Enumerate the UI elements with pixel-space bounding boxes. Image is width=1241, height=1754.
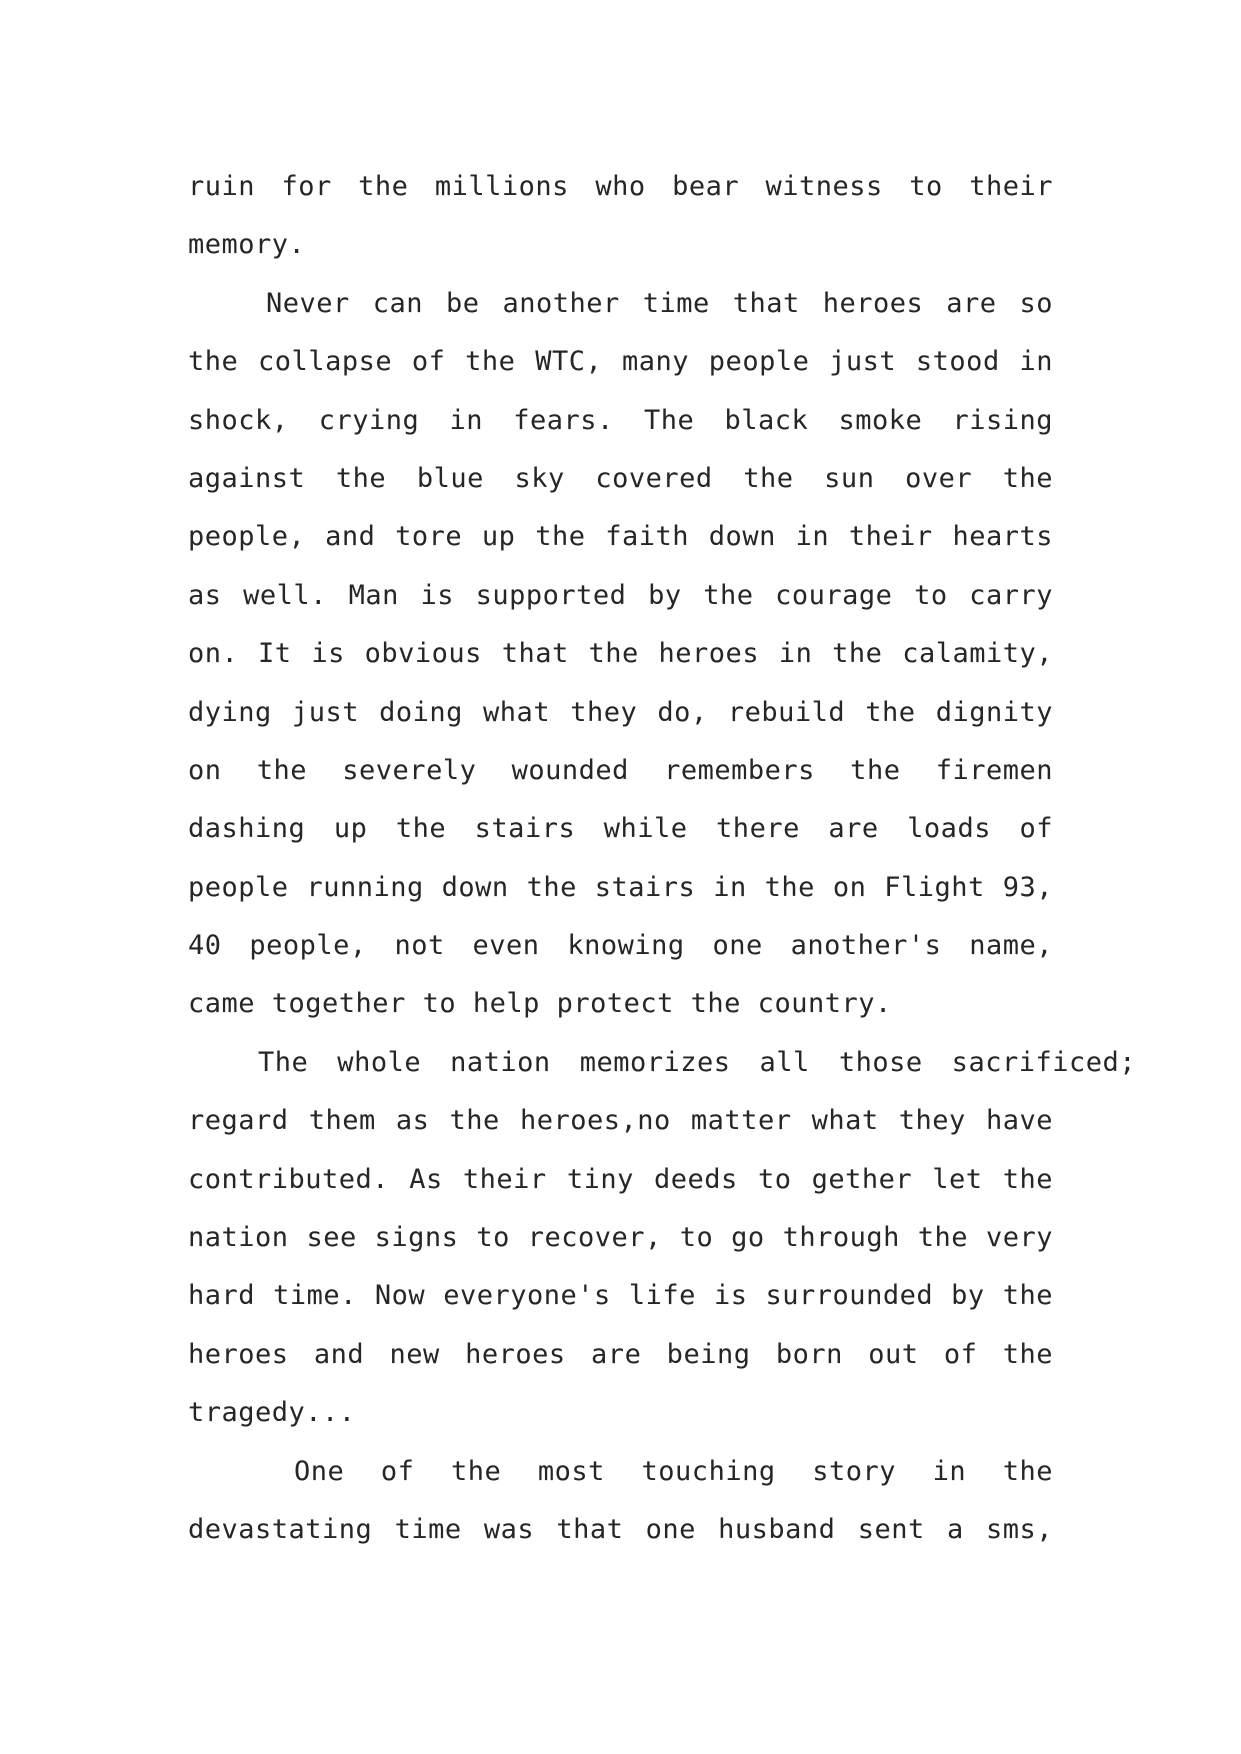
paragraph-start-line: One of the most touching story in the xyxy=(294,1455,1053,1487)
text-line: heroes and new heroes are being born out of the xyxy=(188,1338,1053,1370)
text-line: against the blue sky covered the sun over the xyxy=(188,462,1053,494)
text-line: contributed. As their tiny deeds to gether let the xyxy=(188,1163,1053,1195)
text-line: as well. Man is supported by the courage to carry xyxy=(188,579,1053,611)
body-text xyxy=(188,158,1136,1559)
text-line: devastating time was that one husband sent a sms, xyxy=(188,1513,1053,1545)
text-line: ruin for the millions who bear witness to their xyxy=(188,171,1053,202)
text-line: regard them as the heroes,no matter what they have xyxy=(188,1105,1053,1137)
text-line: tragedy... xyxy=(188,1397,356,1429)
text-line: came together to help protect the country. xyxy=(188,988,892,1020)
text-line: dying just doing what they do, rebuild the dignity xyxy=(188,696,1053,728)
text-line: memory. xyxy=(188,229,306,261)
text-line: hard time. Now everyone's life is surrounded by the xyxy=(188,1280,1053,1312)
text-line: people, and tore up the faith down in their hearts xyxy=(188,521,1053,553)
text-line: the collapse of the WTC, many people just stood in xyxy=(188,346,1053,378)
text-line: people running down the stairs in the on Flight 93, xyxy=(188,871,1053,903)
text-line: nation see signs to recover, to go through the very xyxy=(188,1222,1053,1254)
text-line: shock, crying in fears. The black smoke rising xyxy=(188,404,1053,436)
text-line: on the severely wounded remembers the firemen xyxy=(188,754,1053,786)
text-line: 40 people, not even knowing one another's name, xyxy=(188,930,1053,962)
text-line: on. It is obvious that the heroes in the calamity, xyxy=(188,638,1053,670)
text-line: dashing up the stairs while there are loads of xyxy=(188,813,1053,845)
paragraph-start-line: Never can be another time that heroes are so xyxy=(266,287,1053,319)
paragraph-start-line: The whole nation memorizes all those sacrificed; xyxy=(258,1046,1136,1078)
